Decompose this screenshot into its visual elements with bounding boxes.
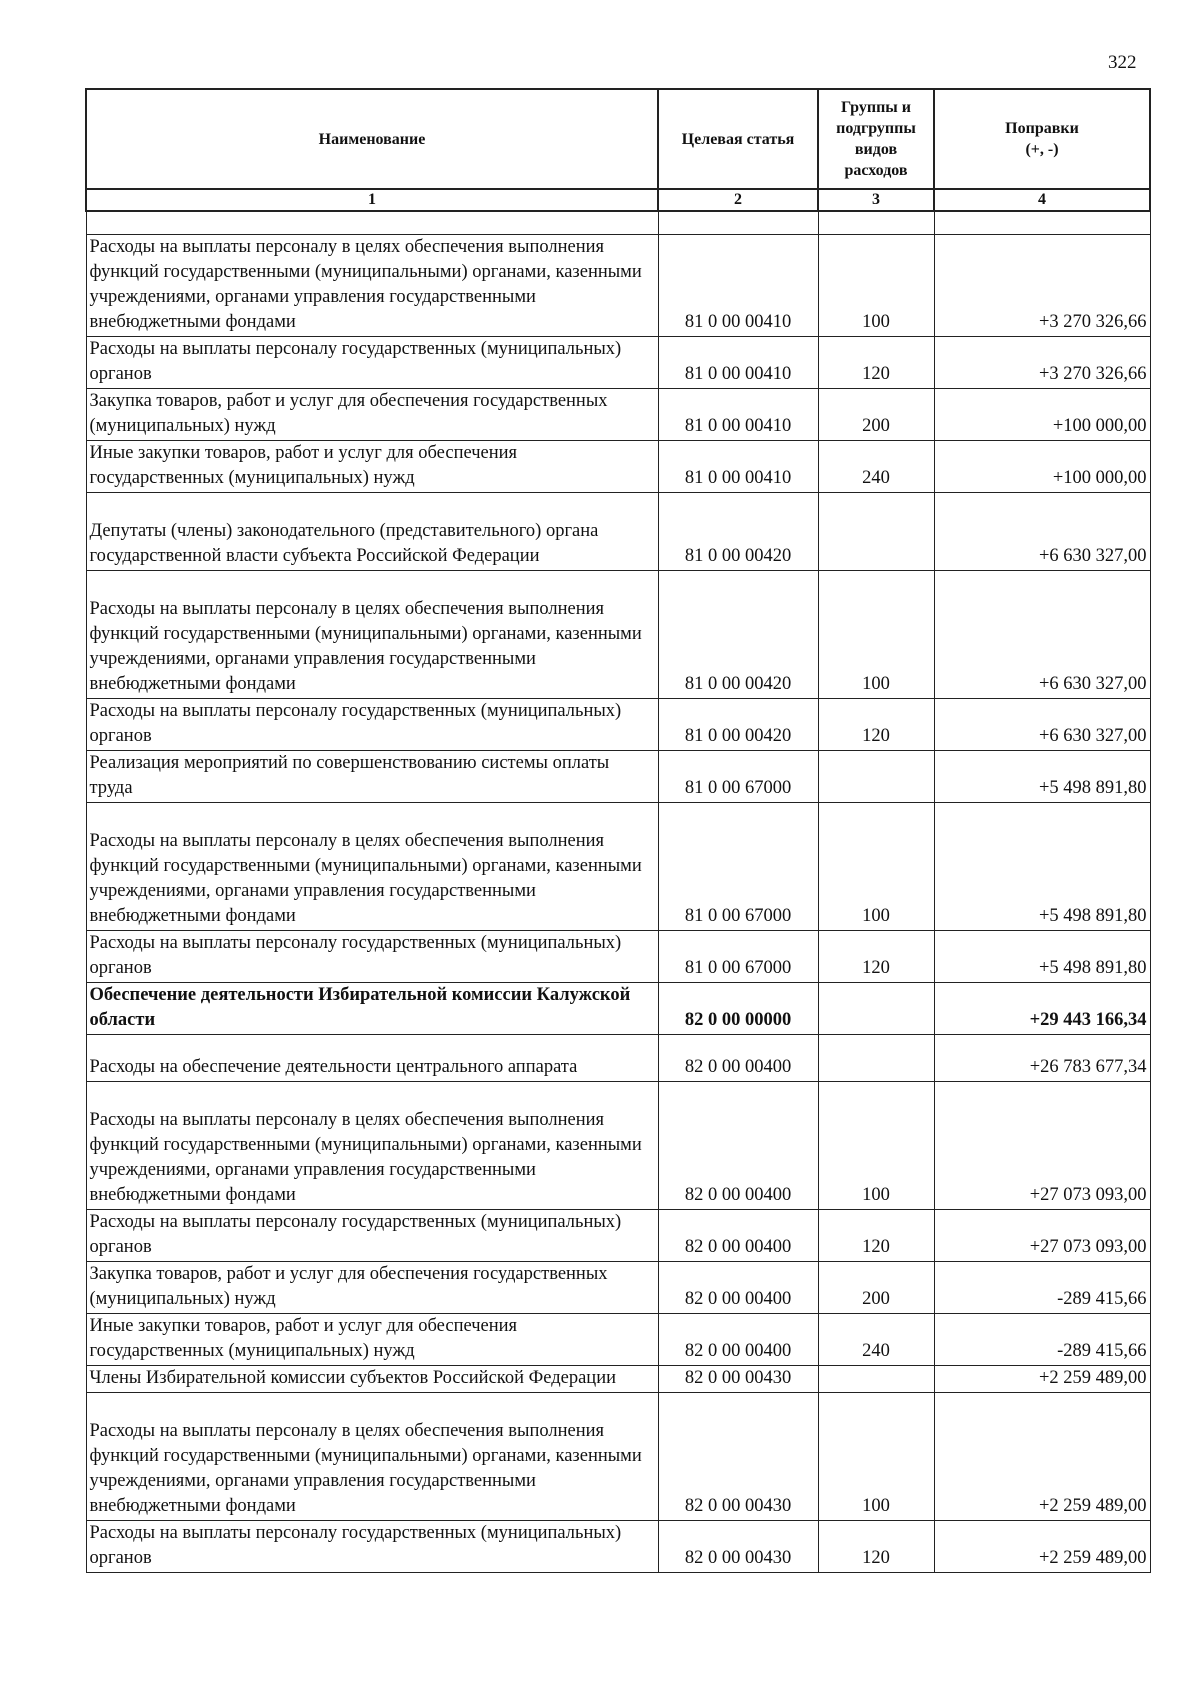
row-amount: +27 073 093,00 (934, 1210, 1150, 1262)
row-target-article: 81 0 00 00410 (658, 337, 818, 389)
row-amount: +6 630 327,00 (934, 699, 1150, 751)
row-target-article: 81 0 00 00410 (658, 441, 818, 493)
spacer-cell (658, 211, 818, 235)
table-row (86, 751, 1150, 803)
table-row (86, 1314, 1150, 1366)
table-row (86, 803, 1150, 931)
column-number-2: 2 (658, 189, 818, 211)
row-expense-group (818, 983, 934, 1035)
spacer-row (86, 211, 1150, 235)
row-target-article: 81 0 00 00420 (658, 699, 818, 751)
row-name: Расходы на выплаты персоналу государственных (муниципальных) органов (86, 1521, 658, 1573)
header-expense-groups: Группы и подгруппы видов расходов (818, 89, 934, 189)
page-number: 322 (1108, 52, 1137, 73)
header-target-article: Целевая статья (658, 89, 818, 189)
row-target-article: 82 0 00 00000 (658, 983, 818, 1035)
row-amount: -289 415,66 (934, 1314, 1150, 1366)
table-row (86, 1521, 1150, 1573)
row-name: Расходы на выплаты персоналу в целях обеспечения выполнения функций государственными (муниципальными) органами, казенными учреждениями, органами управления государственными внебюджетными фондами (86, 235, 658, 337)
column-number-3: 3 (818, 189, 934, 211)
row-target-article: 82 0 00 00400 (658, 1082, 818, 1210)
row-target-article: 82 0 00 00430 (658, 1366, 818, 1393)
table-row (86, 1035, 1150, 1082)
row-amount: +26 783 677,34 (934, 1035, 1150, 1082)
row-target-article: 82 0 00 00400 (658, 1035, 818, 1082)
table-row (86, 983, 1150, 1035)
table-row (86, 1262, 1150, 1314)
header-name: Наименование (86, 89, 658, 189)
table-row (86, 1082, 1150, 1210)
row-expense-group: 120 (818, 1210, 934, 1262)
table-row (86, 571, 1150, 699)
row-expense-group: 120 (818, 931, 934, 983)
row-expense-group: 240 (818, 1314, 934, 1366)
row-name: Расходы на выплаты персоналу в целях обеспечения выполнения функций государственными (муниципальными) органами, казенными учреждениями, органами управления государственными внебюджетными фондами (86, 1393, 658, 1521)
row-amount: +5 498 891,80 (934, 803, 1150, 931)
row-name: Реализация мероприятий по совершенствованию системы оплаты труда (86, 751, 658, 803)
row-target-article: 81 0 00 67000 (658, 751, 818, 803)
row-target-article: 81 0 00 00420 (658, 571, 818, 699)
table-row (86, 1393, 1150, 1521)
row-name: Расходы на обеспечение деятельности центрального аппарата (86, 1035, 658, 1082)
row-name: Закупка товаров, работ и услуг для обеспечения государственных (муниципальных) нужд (86, 1262, 658, 1314)
row-name: Иные закупки товаров, работ и услуг для обеспечения государственных (муниципальных) нужд (86, 441, 658, 493)
row-amount: +100 000,00 (934, 441, 1150, 493)
row-name: Расходы на выплаты персоналу в целях обеспечения выполнения функций государственными (муниципальными) органами, казенными учреждениями, органами управления государственными внебюджетными фондами (86, 1082, 658, 1210)
header-amendments-sign: (+, -) (1025, 141, 1059, 158)
row-amount: +2 259 489,00 (934, 1366, 1150, 1393)
row-target-article: 81 0 00 00410 (658, 235, 818, 337)
column-number-row (86, 189, 1150, 211)
row-name: Расходы на выплаты персоналу государственных (муниципальных) органов (86, 699, 658, 751)
spacer-cell (818, 211, 934, 235)
row-expense-group: 100 (818, 235, 934, 337)
row-name: Расходы на выплаты персоналу в целях обеспечения выполнения функций государственными (муниципальными) органами, казенными учреждениями, органами управления государственными внебюджетными фондами (86, 803, 658, 931)
row-target-article: 81 0 00 67000 (658, 931, 818, 983)
row-expense-group: 120 (818, 699, 934, 751)
table-row (86, 1210, 1150, 1262)
table-body (86, 235, 1150, 1573)
row-expense-group: 240 (818, 441, 934, 493)
row-target-article: 81 0 00 67000 (658, 803, 818, 931)
row-target-article: 82 0 00 00430 (658, 1393, 818, 1521)
row-name: Члены Избирательной комиссии субъектов Российской Федерации (86, 1366, 658, 1393)
row-amount: +29 443 166,34 (934, 983, 1150, 1035)
row-expense-group: 120 (818, 1521, 934, 1573)
row-target-article: 82 0 00 00400 (658, 1262, 818, 1314)
spacer-cell (86, 211, 658, 235)
row-amount: +3 270 326,66 (934, 235, 1150, 337)
row-amount: +100 000,00 (934, 389, 1150, 441)
row-expense-group: 200 (818, 1262, 934, 1314)
row-target-article: 82 0 00 00400 (658, 1210, 818, 1262)
row-amount: +5 498 891,80 (934, 931, 1150, 983)
budget-table (85, 88, 1151, 1573)
table-row (86, 1366, 1150, 1393)
spacer-cell (934, 211, 1150, 235)
row-expense-group: 100 (818, 1393, 934, 1521)
table-row (86, 235, 1150, 337)
row-amount: +2 259 489,00 (934, 1521, 1150, 1573)
row-amount: +5 498 891,80 (934, 751, 1150, 803)
row-expense-group (818, 1035, 934, 1082)
row-target-article: 81 0 00 00420 (658, 493, 818, 571)
row-name: Депутаты (члены) законодательного (представительного) органа государственной власти субъекта Российской Федерации (86, 493, 658, 571)
column-number-1: 1 (86, 189, 658, 211)
row-name: Расходы на выплаты персоналу государственных (муниципальных) органов (86, 1210, 658, 1262)
row-amount: +6 630 327,00 (934, 493, 1150, 571)
table-row (86, 337, 1150, 389)
row-expense-group: 100 (818, 803, 934, 931)
row-name: Расходы на выплаты персоналу государственных (муниципальных) органов (86, 931, 658, 983)
row-name: Расходы на выплаты персоналу государственных (муниципальных) органов (86, 337, 658, 389)
header-amendments (934, 89, 1150, 189)
table-row (86, 493, 1150, 571)
row-expense-group (818, 1366, 934, 1393)
row-amount: +6 630 327,00 (934, 571, 1150, 699)
row-amount: +27 073 093,00 (934, 1082, 1150, 1210)
row-target-article: 82 0 00 00400 (658, 1314, 818, 1366)
column-number-4: 4 (934, 189, 1150, 211)
row-amount: -289 415,66 (934, 1262, 1150, 1314)
row-name: Расходы на выплаты персоналу в целях обеспечения выполнения функций государственными (муниципальными) органами, казенными учреждениями, органами управления государственными внебюджетными фондами (86, 571, 658, 699)
row-target-article: 81 0 00 00410 (658, 389, 818, 441)
row-expense-group (818, 493, 934, 571)
row-expense-group (818, 751, 934, 803)
table-row (86, 389, 1150, 441)
row-name: Закупка товаров, работ и услуг для обеспечения государственных (муниципальных) нужд (86, 389, 658, 441)
row-name: Обеспечение деятельности Избирательной комиссии Калужской области (86, 983, 658, 1035)
row-expense-group: 100 (818, 1082, 934, 1210)
row-name: Иные закупки товаров, работ и услуг для обеспечения государственных (муниципальных) нужд (86, 1314, 658, 1366)
header-amendments-label: Поправки (1005, 120, 1079, 137)
row-expense-group: 120 (818, 337, 934, 389)
row-target-article: 82 0 00 00430 (658, 1521, 818, 1573)
table-row (86, 441, 1150, 493)
header-row (86, 89, 1150, 189)
row-expense-group: 200 (818, 389, 934, 441)
row-amount: +3 270 326,66 (934, 337, 1150, 389)
row-expense-group: 100 (818, 571, 934, 699)
table-row (86, 931, 1150, 983)
table-row (86, 699, 1150, 751)
row-amount: +2 259 489,00 (934, 1393, 1150, 1521)
